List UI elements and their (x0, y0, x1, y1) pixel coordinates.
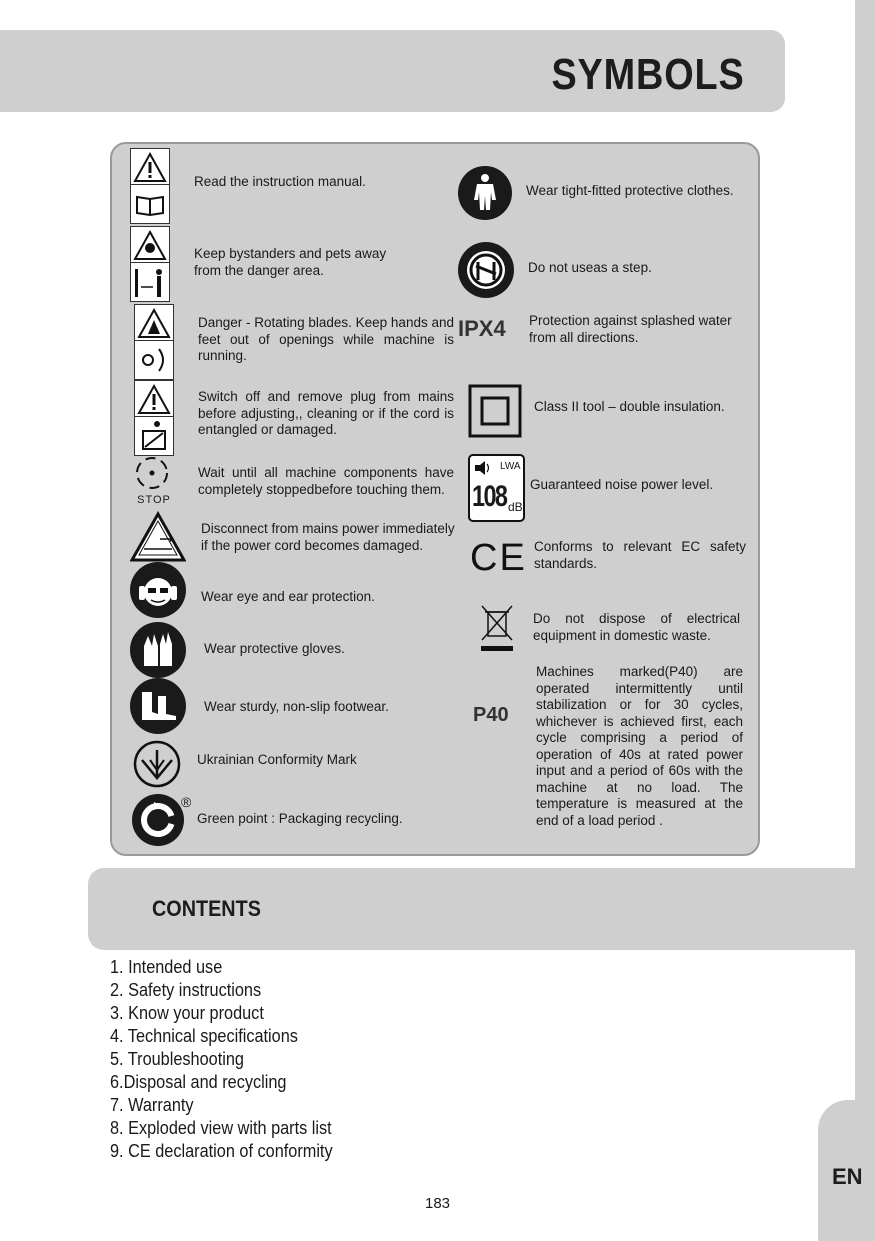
symbol-text-no-step: Do not useas a step. (528, 260, 652, 275)
gloves-icon (130, 622, 186, 678)
toc-item: 7. Warranty (110, 1094, 194, 1115)
no-step-icon (458, 242, 514, 298)
toc-item: 6.Disposal and recycling (110, 1071, 287, 1092)
header-band (0, 30, 785, 112)
symbol-text-eye-ear: Wear eye and ear protection. (201, 589, 375, 604)
symbol-text-ukrainian-mark: Ukrainian Conformity Mark (197, 752, 357, 767)
symbol-text-weee: Do not dispose of electrical equipment in domestic waste. (533, 611, 740, 643)
symbol-text-noise-level: Guaranteed noise power level. (530, 477, 714, 492)
registered-mark: ® (181, 794, 192, 810)
right-edge-strip (855, 0, 875, 1241)
cord-damage-icon (130, 511, 186, 563)
protective-clothes-icon (458, 166, 512, 220)
symbol-text-protective-clothes: Wear tight-fitted protective clothes. (526, 183, 734, 198)
ipx4-icon: IPX4 (458, 316, 506, 341)
symbol-text-ce: Conforms to relevant EC safety standards. (534, 539, 746, 571)
symbols-panel (110, 142, 760, 856)
symbol-text-footwear: Wear sturdy, non-slip footwear. (204, 699, 389, 714)
symbol-text-ipx4: Protection against splashed water from all directions. (529, 313, 732, 345)
page-title: SYMBOLS (551, 50, 745, 99)
toc-item: 2. Safety instructions (110, 979, 262, 1000)
symbol-text-double-insulation: Class II tool – double insulation. (534, 399, 725, 414)
toc-item: 5. Troubleshooting (110, 1048, 244, 1069)
contents-band (88, 868, 875, 950)
ukrainian-mark-icon (132, 738, 182, 790)
green-point-icon (132, 794, 184, 846)
symbol-text-cord-damage: Disconnect from mains power immediately if the power cord becomes damaged. (201, 521, 455, 553)
page-number: 183 (424, 1195, 451, 1212)
noise-sub-label: LWA (500, 461, 521, 472)
toc-item: 3. Know your product (110, 1002, 264, 1023)
toc-item: 8. Exploded view with parts list (110, 1117, 332, 1138)
toc-item: 9. CE declaration of conformity (110, 1140, 333, 1161)
stop-icon (130, 454, 174, 506)
double-insulation-icon (468, 384, 522, 438)
weee-bin-icon (474, 602, 520, 652)
symbol-text-stop: Wait until all machine components have completely stoppedbefore touching them. (198, 465, 454, 497)
eye-ear-protection-icon (130, 562, 186, 618)
toc-item: 1. Intended use (110, 956, 223, 977)
footwear-icon (130, 678, 186, 734)
language-tab (818, 1100, 875, 1241)
language-label: EN (832, 1164, 863, 1189)
toc-item: 4. Technical specifications (110, 1025, 298, 1046)
symbol-text-p40: Machines marked(P40) are operated intermittently until stabilization or for 30 cycles, whichever is achieved first, each cycle comprising a period of operation of 40s at rated power input and a period of 60s with the machine at no load. The temperature is measured at the end of a load period . (536, 664, 743, 828)
symbol-text-rotating-blades: Danger - Rotating blades. Keep hands and feet out of openings while machine is running. (198, 315, 454, 363)
contents-title: CONTENTS (152, 896, 261, 921)
symbol-text-read-manual: Read the instruction manual. (194, 174, 366, 189)
noise-unit: dB (508, 500, 523, 514)
ce-icon: CE (470, 537, 527, 579)
symbol-text-bystanders: Keep bystanders and pets away from the danger area. (194, 246, 387, 278)
p40-icon: P40 (473, 704, 509, 726)
symbol-text-gloves: Wear protective gloves. (204, 641, 345, 656)
stop-label: STOP (137, 494, 171, 506)
table-of-contents (110, 955, 363, 1162)
noise-level-icon (468, 454, 525, 522)
noise-value: 108 (472, 480, 507, 513)
symbol-text-green-point: Green point : Packaging recycling. (197, 811, 403, 826)
symbol-text-unplug: Switch off and remove plug from mains before adjusting,, cleaning or if the cord is entangled or damaged. (198, 389, 454, 437)
